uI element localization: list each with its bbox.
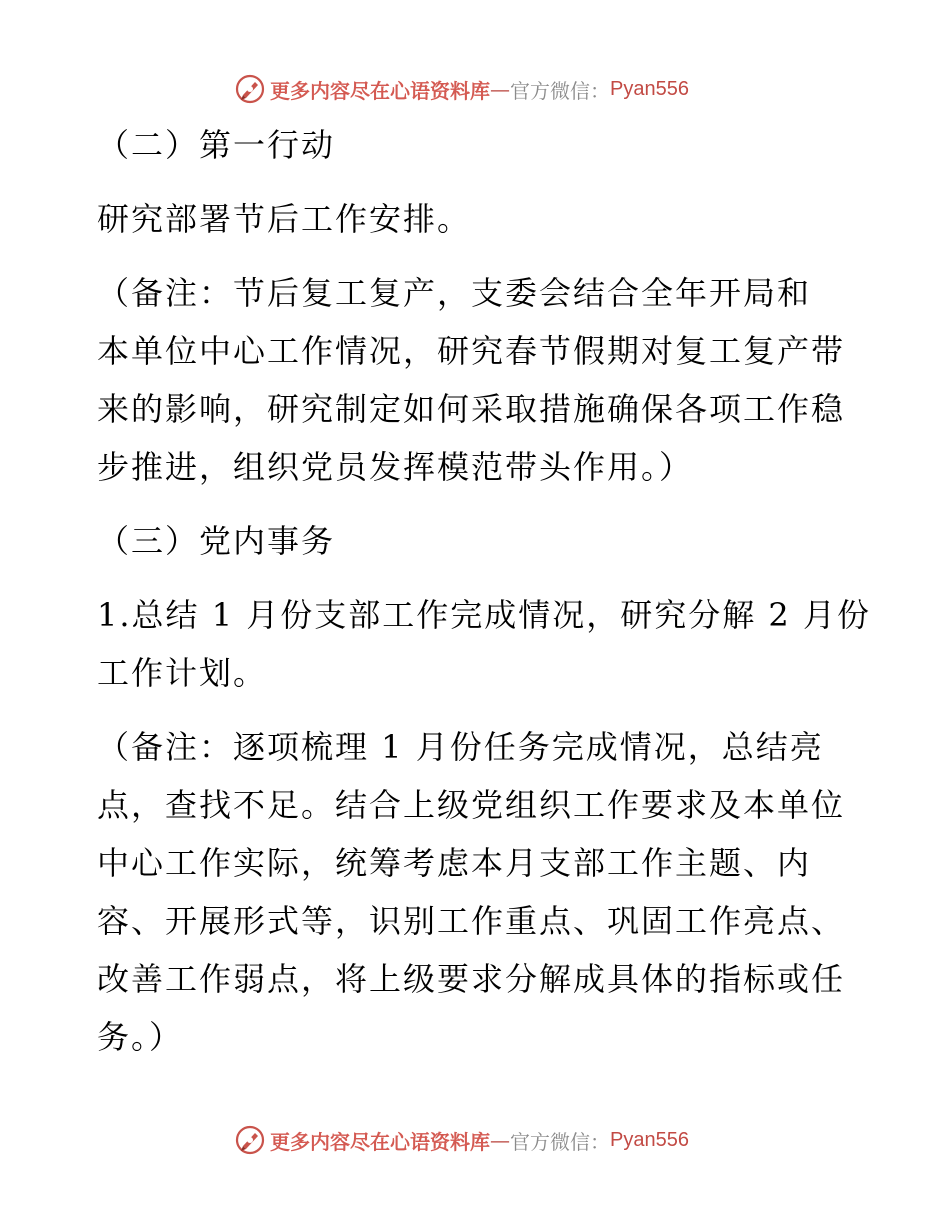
paragraph-line: 1.总结 1 月份支部工作完成情况，研究分解 2 月份 (97, 596, 871, 634)
section-heading: （二）第一行动 (97, 126, 336, 164)
paragraph-line: 务。） (97, 1018, 184, 1056)
watermark-label: 官方微信： (510, 78, 610, 103)
watermark-label: 官方微信： (510, 1129, 610, 1154)
paragraph: 研究部署节后工作安排。 (97, 200, 472, 238)
watermark-dash: — (490, 1128, 510, 1152)
note-paragraph (97, 264, 857, 496)
watermark-id: Pyan556 (610, 77, 689, 100)
paragraph-line: （备注：节后复工复产，支委会结合全年开局和 (97, 274, 812, 312)
paragraph-line: 来的影响，研究制定如何采取措施确保各项工作稳 (97, 390, 846, 428)
paragraph-line: 点，查找不足。结合上级党组织工作要求及本单位 (97, 786, 846, 824)
header-watermark (234, 72, 754, 106)
note-paragraph (97, 718, 857, 1066)
paragraph-line: （备注：逐项梳理 1 月份任务完成情况，总结亮 (97, 728, 824, 766)
watermark-main-text: 更多内容尽在心语资料库 (270, 1129, 490, 1154)
paragraph-line: 容、开展形式等，识别工作重点、巩固工作亮点、 (97, 902, 846, 940)
pen-logo-icon (234, 73, 266, 105)
numbered-item (97, 586, 871, 702)
paragraph-line: 本单位中心工作情况，研究春节假期对复工复产带 (97, 332, 846, 370)
footer-watermark (234, 1123, 754, 1157)
paragraph-line: 改善工作弱点，将上级要求分解成具体的指标或任 (97, 960, 846, 998)
paragraph-line: 工作计划。 (97, 654, 268, 692)
watermark-dash: — (490, 77, 510, 101)
watermark-id: Pyan556 (610, 1128, 689, 1151)
watermark-main-text: 更多内容尽在心语资料库 (270, 78, 490, 103)
document-body (97, 116, 871, 1066)
pen-logo-icon (234, 1124, 266, 1156)
section-heading: （三）党内事务 (97, 522, 336, 560)
paragraph-line: 步推进，组织党员发挥模范带头作用。） (97, 448, 694, 486)
paragraph-line: 中心工作实际，统筹考虑本月支部工作主题、内 (97, 844, 812, 882)
